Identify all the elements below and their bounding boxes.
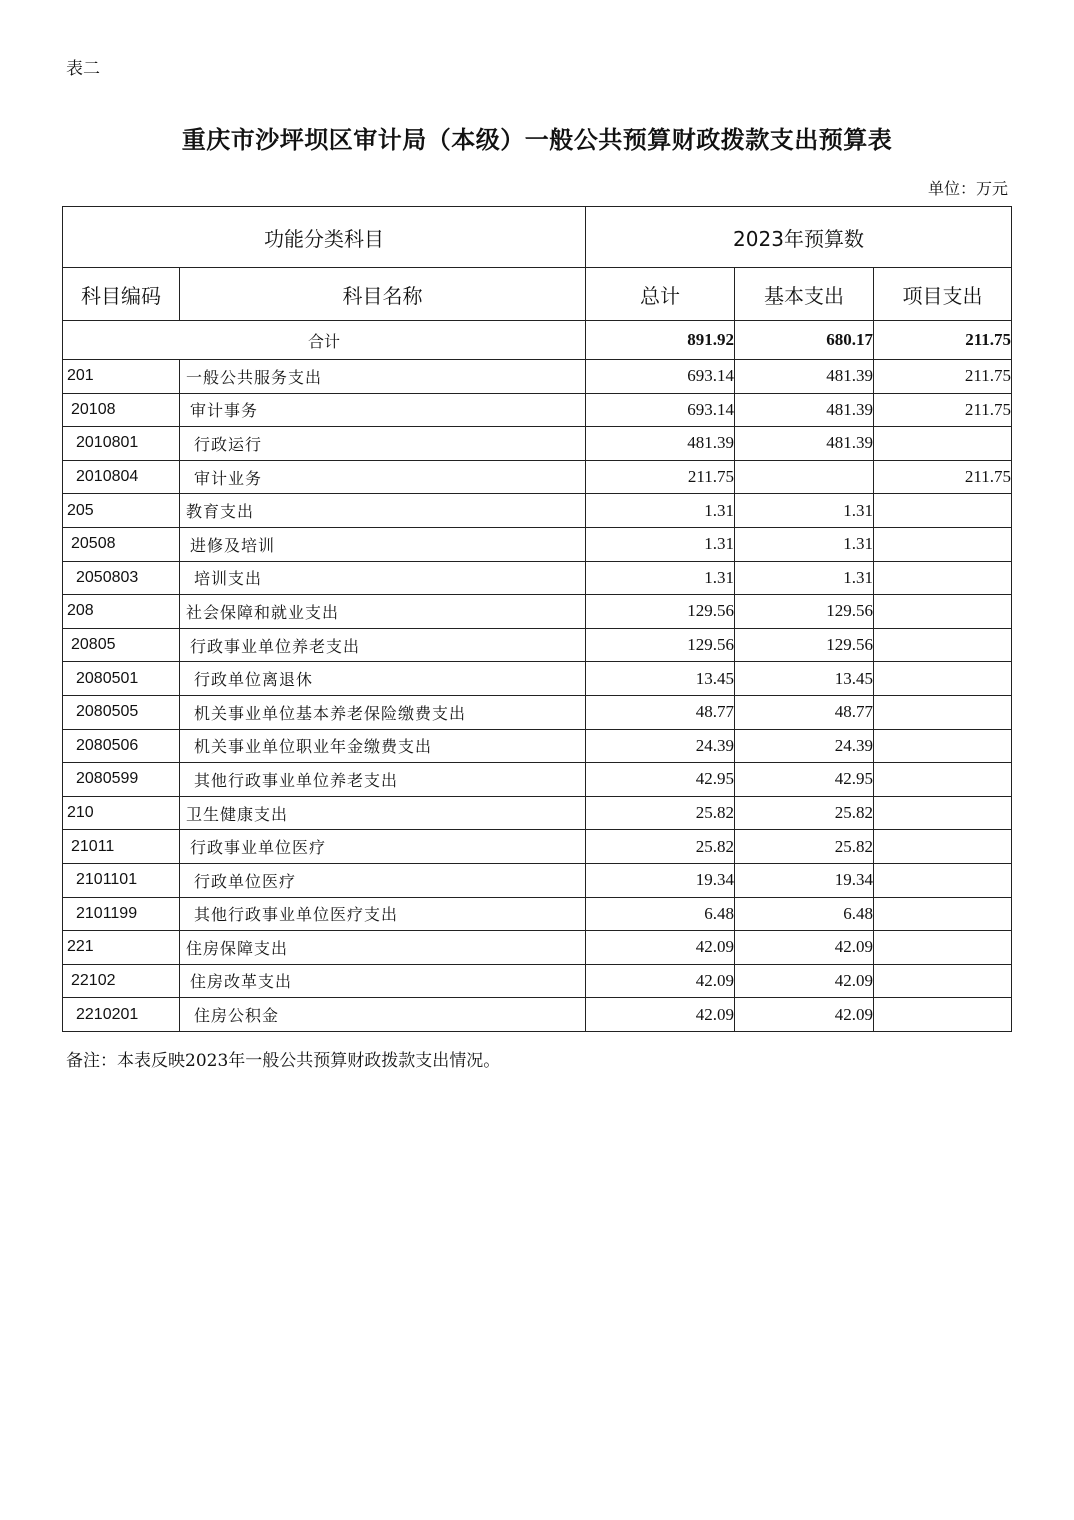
header-classification: 功能分类科目 (63, 207, 586, 268)
row-total: 211.75 (586, 460, 735, 494)
row-name: 社会保障和就业支出 (180, 595, 586, 629)
row-name: 卫生健康支出 (180, 796, 586, 830)
row-total: 24.39 (586, 729, 735, 763)
row-name: 机关事业单位职业年金缴费支出 (180, 729, 586, 763)
row-project (874, 931, 1012, 965)
row-code: 2010804 (63, 460, 180, 494)
row-basic: 25.82 (735, 830, 874, 864)
row-code: 2101199 (63, 897, 180, 931)
table-row (63, 595, 1012, 629)
table-row (63, 796, 1012, 830)
page-title: 重庆市沙坪坝区审计局（本级）一般公共预算财政拨款支出预算表 (181, 125, 893, 154)
table-row (63, 998, 1012, 1032)
row-total: 1.31 (586, 561, 735, 595)
row-basic: 24.39 (735, 729, 874, 763)
row-code: 20108 (63, 393, 180, 427)
row-basic: 1.31 (735, 527, 874, 561)
row-basic: 42.95 (735, 763, 874, 797)
table-row (63, 460, 1012, 494)
row-project (874, 964, 1012, 998)
row-project (874, 796, 1012, 830)
row-name: 进修及培训 (180, 527, 586, 561)
column-header-code: 科目编码 (63, 268, 180, 321)
row-name: 住房公积金 (180, 998, 586, 1032)
table-row (63, 729, 1012, 763)
row-total: 1.31 (586, 494, 735, 528)
row-total: 42.09 (586, 931, 735, 965)
row-total: 481.39 (586, 427, 735, 461)
row-total: 1.31 (586, 527, 735, 561)
row-code: 210 (63, 796, 180, 830)
row-project (874, 494, 1012, 528)
table-label: 表二 (66, 59, 100, 79)
row-name: 其他行政事业单位医疗支出 (180, 897, 586, 931)
row-code: 22102 (63, 964, 180, 998)
row-total: 25.82 (586, 830, 735, 864)
row-name: 一般公共服务支出 (180, 360, 586, 394)
row-project: 211.75 (874, 360, 1012, 394)
table-row (63, 695, 1012, 729)
row-basic (735, 460, 874, 494)
row-total: 6.48 (586, 897, 735, 931)
row-code: 2080501 (63, 662, 180, 696)
row-basic: 1.31 (735, 561, 874, 595)
row-name: 行政运行 (180, 427, 586, 461)
table-row (63, 494, 1012, 528)
row-basic: 19.34 (735, 863, 874, 897)
row-code: 221 (63, 931, 180, 965)
row-total: 693.14 (586, 393, 735, 427)
row-project (874, 897, 1012, 931)
row-code: 2210201 (63, 998, 180, 1032)
column-header-basic: 基本支出 (735, 268, 874, 321)
row-code: 20508 (63, 527, 180, 561)
row-basic: 48.77 (735, 695, 874, 729)
row-name: 教育支出 (180, 494, 586, 528)
table-row (63, 964, 1012, 998)
table-row (63, 561, 1012, 595)
row-name: 审计事务 (180, 393, 586, 427)
row-total: 129.56 (586, 595, 735, 629)
unit-label: 单位：万元 (927, 179, 1008, 198)
table-row (63, 662, 1012, 696)
row-project (874, 763, 1012, 797)
row-name: 行政单位离退休 (180, 662, 586, 696)
row-name: 行政单位医疗 (180, 863, 586, 897)
row-name: 行政事业单位养老支出 (180, 628, 586, 662)
row-basic: 42.09 (735, 931, 874, 965)
column-header-total: 总计 (586, 268, 735, 321)
row-code: 201 (63, 360, 180, 394)
table-row (63, 360, 1012, 394)
total-row (63, 321, 1012, 360)
row-project (874, 628, 1012, 662)
row-name: 审计业务 (180, 460, 586, 494)
row-total: 42.09 (586, 964, 735, 998)
row-basic: 129.56 (735, 595, 874, 629)
row-total: 129.56 (586, 628, 735, 662)
row-code: 2080599 (63, 763, 180, 797)
row-total: 693.14 (586, 360, 735, 394)
total-project: 211.75 (874, 321, 1012, 360)
row-project (874, 561, 1012, 595)
budget-table (62, 206, 1012, 1032)
header-budget-year: 2023年预算数 (586, 207, 1012, 268)
column-header-name: 科目名称 (180, 268, 586, 321)
row-total: 48.77 (586, 695, 735, 729)
row-code: 2050803 (63, 561, 180, 595)
row-project (874, 998, 1012, 1032)
row-basic: 1.31 (735, 494, 874, 528)
table-row (63, 393, 1012, 427)
row-basic: 129.56 (735, 628, 874, 662)
row-code: 208 (63, 595, 180, 629)
row-name: 行政事业单位医疗 (180, 830, 586, 864)
row-code: 2080506 (63, 729, 180, 763)
row-basic: 481.39 (735, 427, 874, 461)
column-header-project: 项目支出 (874, 268, 1012, 321)
table-row (63, 931, 1012, 965)
row-name: 机关事业单位基本养老保险缴费支出 (180, 695, 586, 729)
row-basic: 6.48 (735, 897, 874, 931)
total-amount: 891.92 (586, 321, 735, 360)
row-code: 2010801 (63, 427, 180, 461)
row-project: 211.75 (874, 393, 1012, 427)
row-name: 住房改革支出 (180, 964, 586, 998)
total-basic: 680.17 (735, 321, 874, 360)
row-basic: 481.39 (735, 360, 874, 394)
row-code: 21011 (63, 830, 180, 864)
row-basic: 481.39 (735, 393, 874, 427)
row-project (874, 863, 1012, 897)
row-project (874, 729, 1012, 763)
table-row (63, 763, 1012, 797)
table-row (63, 863, 1012, 897)
row-project: 211.75 (874, 460, 1012, 494)
row-total: 25.82 (586, 796, 735, 830)
row-code: 2080505 (63, 695, 180, 729)
row-total: 13.45 (586, 662, 735, 696)
row-project (874, 427, 1012, 461)
table-row (63, 897, 1012, 931)
table-row (63, 830, 1012, 864)
row-project (874, 527, 1012, 561)
row-code: 205 (63, 494, 180, 528)
row-basic: 25.82 (735, 796, 874, 830)
row-basic: 42.09 (735, 998, 874, 1032)
table-row (63, 527, 1012, 561)
row-code: 2101101 (63, 863, 180, 897)
row-project (874, 662, 1012, 696)
table-row (63, 427, 1012, 461)
row-name: 其他行政事业单位养老支出 (180, 763, 586, 797)
row-project (874, 595, 1012, 629)
row-total: 42.09 (586, 998, 735, 1032)
row-code: 20805 (63, 628, 180, 662)
footnote: 备注：本表反映2023年一般公共预算财政拨款支出情况。 (66, 1051, 501, 1071)
row-name: 住房保障支出 (180, 931, 586, 965)
table-row (63, 628, 1012, 662)
row-name: 培训支出 (180, 561, 586, 595)
row-total: 42.95 (586, 763, 735, 797)
row-total: 19.34 (586, 863, 735, 897)
row-basic: 42.09 (735, 964, 874, 998)
total-label: 合计 (63, 321, 586, 360)
row-basic: 13.45 (735, 662, 874, 696)
row-project (874, 695, 1012, 729)
row-project (874, 830, 1012, 864)
